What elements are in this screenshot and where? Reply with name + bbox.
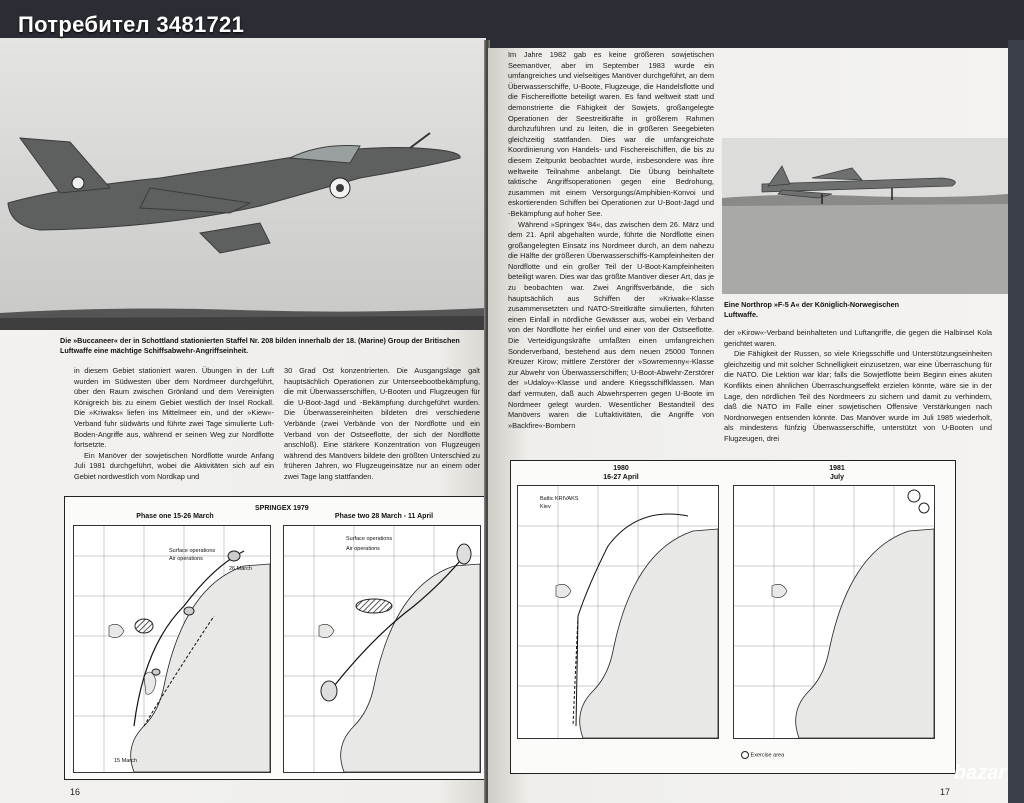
map2-subtitle: July — [829, 474, 844, 481]
text-column-2 — [284, 366, 480, 483]
map1-title: 1980 — [613, 465, 629, 472]
paragraph: 30 Grad Ost konzentrierten. Die Ausgangslage galt hauptsächlich Operationen zur Unterseebootbekämpfung, die mit Überwasserschiffen, U-Booten und Flugzeugen für die U-Boot-Jagd und -Bekämpfung durchgeführt wurden. Die Überwassereinheiten bildeten drei verschiedene Verbände (zwei Verbände von der Nordflotte und ein Verband von der Ostseeflotte, der sich der Nordflotte anschloß). Eine stärkere Konzentration von Flugzeugen während des Manövers bildete den größten Unterschied zu früheren Jahren, wo Flugzeugeinsätze nur an einem oder zwei Tage lang stattfanden. — [284, 366, 480, 481]
right-page — [488, 48, 1008, 803]
text-column-1 — [74, 366, 274, 483]
legend-air: Air operations — [346, 546, 380, 552]
paragraph: Ein Manöver der sowjetischen Nordflotte wurde Anfang Juli 1981 durchgeführt, wobei die Aktivitäten sich auf ein Gebiet nordwestlich vom Nordkap und — [74, 450, 274, 481]
map-1980 — [517, 485, 719, 739]
page-number: 17 — [940, 787, 951, 797]
map-1981 — [733, 485, 935, 739]
paragraph: Die Fähigkeit der Russen, so viele Kriegsschiffe und Unterstützungseinheiten gleichzeitig und mit solcher Schnelligkeit einzusetzen, war eine Überraschung für die NATO. Die Lektion war klar; falls die Sowjetflotte beim Beginn eines akuten Konflikts einen ähnlichen Überraschungseffekt erzielen könnte, wäre sie in der Lage, den nördlichen Teil des Nordmeers zu sichern und damit zu verhindern, daß die NATO im Falle einer sowjetischen Offensive Verstärkungen nach Nordnorwegen entsenden könnte. Das Manöver wurde im Juli 1985 wiederholt, als mindestens fünfzig Überwasserschiffe, unterstützt von U-Booten und Flugzeugen, drei — [724, 349, 992, 443]
legend-baltic-krivaks: Baltic KRIVAKS — [540, 496, 579, 502]
paragraph: Im Jahre 1982 gab es keine größeren sowjetischen Seemanöver, aber im September 1983 wurde ein umfangreiches und vielseitiges Manöver durchgeführt, an dem Überwasserschiffe, U-Boote, Flugzeuge, die Handelsflotte und die Fischereiflotte beteiligt waren. Es fand weltweit statt und demonstrierte die Fähigkeit der Sowjets, großangelegte Operationen der Seestreitkräfte in größerem Rahmen durchzuführen und zu leiten, die in größeren Seegebieten gleichzeitig stattfanden. Dies war die umfangreichste Koordinierung von Handels- und Fischereischiffen, die bis zu diesem Zeitpunkt beobachtet wurde, insbesondere was ihre weltweite Teilnahme anbelangt. Die Übung beinhaltete taktische Angriffsoperationen gegen eine Bedrohung, zusammen mit einem Versorgungs/Amphibien-Konvoi und eskortierenden Schiffen bei Operationen zur U-Boot-Jagd und -Bekämpfung auf hoher See. — [508, 50, 714, 218]
book-cover-edge — [1008, 40, 1024, 803]
legend-surface: Surface operations — [346, 536, 393, 542]
paragraph: der »Kirow«-Verband beinhalteten und Luftangriffe, die gegen die Halbinsel Kola gerichtet waren. — [724, 328, 992, 348]
f5a-photo — [722, 138, 1008, 294]
buccaneer-photo — [0, 38, 486, 330]
map1-subtitle: 16-27 April — [603, 474, 639, 481]
phase2-map — [283, 525, 481, 773]
paragraph: Während »Springex '84«, das zwischen dem 26. März und dem 21. April abgehalten wurde, führte die Nordflotte einen großangelegten Einsatz ins Nordmeer durch, an dem nahezu die Hälfte der größeren Überwasserschiffs-Kampfeinheiten der Nordflotte und ein großer Teil der U-Boot-Kampfeinheiten beteiligt waren. Dies war das größte Manöver dieser Art, das je zu beobachten war. Zwei Angriffsverbände, die sich hauptsächlich aus Schiffen der »Kriwak«-Klasse zusammensetzten und NATO-Streitkräfte simulierten, führten einen Einfall in nördliche Gewässer aus, wobei ein Verband von der Nordflotte her einfiel und einer von der Ostseeflotte. Die Verteidigungskräfte umfaßten einen umfangreichen Sonderverband, bestehend aus dem neuen 25000 Tonnen Kreuzer Kirow; mittlere Zerstörer der »Sowremenny«-Klasse zur Abwehr von Überwasserschiffen; U-Boot-Abwehr-Zerstörer der »Udaloy«-Klasse und andere Kriegsschiffklassen. Man darf vermuten, daß auch Abwehrsperren gegen U-Boote im Nordmeer gelegt wurden. Wesentlicher Bestandteil des Manövers waren die Luftaktivitäten, die Angriffe von »Backfire«-Bombern — [508, 219, 714, 430]
label-15-march: 15 March — [114, 758, 137, 764]
legend-air: Air operations — [169, 556, 203, 562]
photo-caption: Eine Northrop »F-5 A« der Königlich-Norwegischen Luftwaffe. — [724, 300, 900, 319]
user-watermark: Потребител 3481721 — [18, 12, 245, 37]
map2-title: 1981 — [829, 465, 845, 472]
exercise-area-legend — [741, 751, 784, 759]
text-column-2 — [724, 328, 992, 445]
left-page — [0, 38, 486, 803]
map-title: SPRINGEX 1979 — [255, 505, 309, 512]
label-26-march: 26 March — [229, 566, 252, 572]
springex-map-frame — [64, 496, 486, 780]
circle-icon — [741, 751, 749, 759]
legend-surface: Surface operations — [169, 548, 216, 554]
text-column-1 — [508, 50, 714, 431]
page-number: 16 — [70, 787, 81, 797]
phase2-title: Phase two 28 March - 11 April — [334, 513, 434, 520]
paragraph: in diesem Gebiet stationiert waren. Übungen in der Luft wurden im Südwesten über dem Nordmeer durchgeführt, über den Raum zwischen Grönland und dem Vereinigten Königreich bis zu einem Gebiet westlich der Insel Rockall. Die »Kriwaks« liefen ins Mittelmeer ein, und der »Kiew«-Verband fuhr südwärts und führte zwei Tage simulierte Luft-Boden-Angriffe aus, während er seinen Weg zur Nordflotte fortsetzte. — [74, 366, 274, 450]
photo-caption: Die »Buccaneer« der in Schottland stationierten Staffel Nr. 208 bilden innerhalb der 18. (Marine) Group der Britischen Luftwaffe eine mächtige Schiffsabwehr-Angriffseinheit. — [60, 336, 460, 355]
legend-kiev: Kiev — [540, 504, 551, 510]
bazar-logo: bazar — [953, 762, 1006, 784]
exercise-area-label: Exercise area — [750, 752, 785, 759]
exercise-map-frame — [510, 460, 956, 774]
phase1-map — [73, 525, 271, 773]
phase1-title: Phase one 15-26 March — [136, 513, 214, 520]
